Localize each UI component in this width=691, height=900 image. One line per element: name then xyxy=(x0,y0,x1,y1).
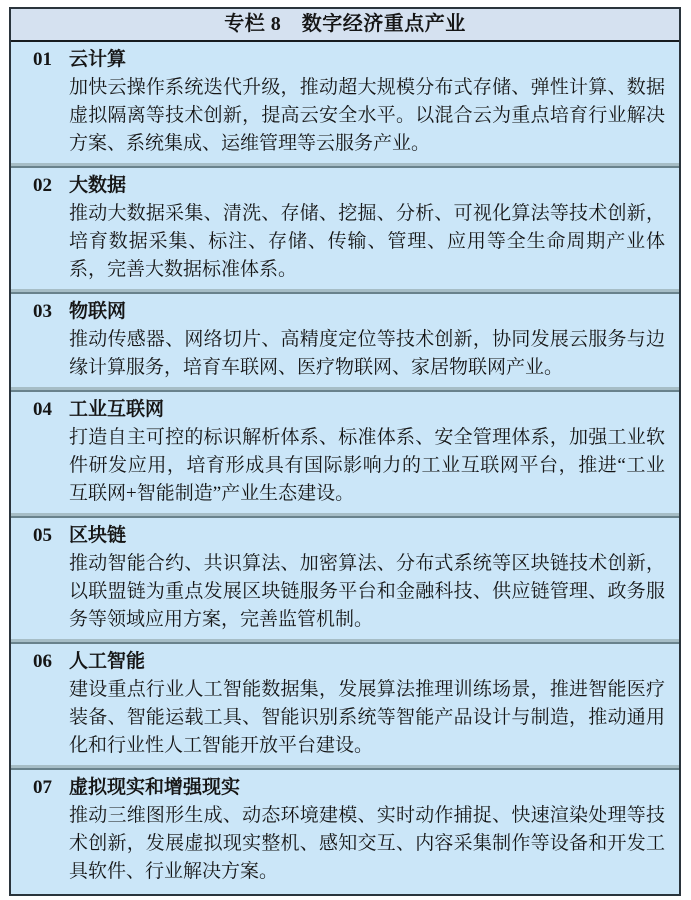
section-title: 人工智能 xyxy=(69,651,146,672)
box-title: 专栏 8 数字经济重点产业 xyxy=(11,9,679,42)
section-number: 02 xyxy=(33,175,52,196)
section-heading xyxy=(23,648,665,676)
industry-section xyxy=(11,390,679,516)
industry-section xyxy=(11,768,679,894)
section-title: 工业互联网 xyxy=(69,399,165,420)
section-body: 加快云操作系统迭代升级，推动超大规模分布式存储、弹性计算、数据虚拟隔离等技术创新，提高云安全水平。以混合云为重点培育行业解决方案、系统集成、运维管理等云服务产业。 xyxy=(69,77,665,154)
industry-section xyxy=(11,166,679,292)
section-title: 物联网 xyxy=(69,301,127,322)
section-body: 推动传感器、网络切片、高精度定位等技术创新，协同发展云服务与边缘计算服务，培育车联网、医疗物联网、家居物联网产业。 xyxy=(69,329,665,378)
section-body: 建设重点行业人工智能数据集，发展算法推理训练场景，推进智能医疗装备、智能运载工具、智能识别系统等智能产品设计与制造，推动通用化和行业性人工智能开放平台建设。 xyxy=(69,679,665,756)
section-title: 虚拟现实和增强现实 xyxy=(69,777,241,798)
section-heading xyxy=(23,396,665,424)
section-list xyxy=(11,42,679,894)
section-heading xyxy=(23,522,665,550)
section-number: 07 xyxy=(33,777,52,798)
section-body: 推动大数据采集、清洗、存储、挖掘、分析、可视化算法等技术创新，培育数据采集、标注、存储、传输、管理、应用等全生命周期产业体系，完善大数据标准体系。 xyxy=(69,203,665,280)
section-heading xyxy=(23,298,665,326)
industry-section xyxy=(11,642,679,768)
section-title: 云计算 xyxy=(69,49,127,70)
section-body: 推动智能合约、共识算法、加密算法、分布式系统等区块链技术创新，以联盟链为重点发展区块链服务平台和金融科技、供应链管理、政务服务等领域应用方案，完善监管机制。 xyxy=(69,553,665,630)
highlight-box xyxy=(9,7,681,896)
industry-section xyxy=(11,42,679,166)
industry-section xyxy=(11,516,679,642)
section-body: 推动三维图形生成、动态环境建模、实时动作捕捉、快速渲染处理等技术创新，发展虚拟现实整机、感知交互、内容采集制作等设备和开发工具软件、行业解决方案。 xyxy=(69,805,665,882)
section-title: 大数据 xyxy=(69,175,127,196)
section-body: 打造自主可控的标识解析体系、标准体系、安全管理体系，加强工业软件研发应用，培育形成具有国际影响力的工业互联网平台，推进“工业互联网+智能制造”产业生态建设。 xyxy=(69,427,665,504)
section-number: 05 xyxy=(33,525,52,546)
section-number: 01 xyxy=(33,49,52,70)
section-heading xyxy=(23,774,665,802)
section-heading xyxy=(23,46,665,74)
section-heading xyxy=(23,172,665,200)
industry-section xyxy=(11,292,679,390)
section-number: 04 xyxy=(33,399,52,420)
section-number: 06 xyxy=(33,651,52,672)
section-number: 03 xyxy=(33,301,52,322)
section-title: 区块链 xyxy=(69,525,127,546)
